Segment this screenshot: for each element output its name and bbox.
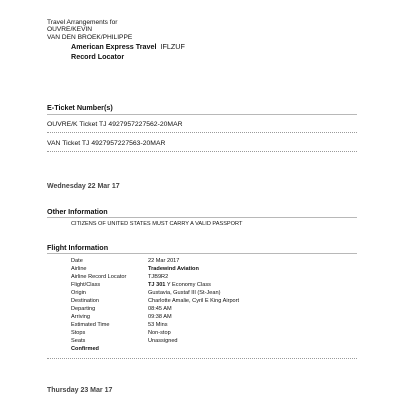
agency-name: American Express Travel: [71, 42, 157, 51]
detail-row-origin: [71, 289, 239, 297]
booking-status: Confirmed: [71, 346, 99, 352]
traveler-name: OUVRE/KEVIN: [47, 26, 93, 34]
record-locator-label: Record Locator: [71, 51, 125, 61]
detail-value: 22 Mar 2017: [148, 258, 180, 264]
detail-row-destination: [71, 297, 239, 305]
detail-label: Estimated Time: [71, 322, 110, 328]
flight-details-divider: [47, 358, 357, 359]
flight-info-divider: [47, 253, 357, 254]
detail-label: Airline Record Locator: [71, 274, 127, 280]
day-heading: Wednesday 22 Mar 17: [47, 183, 120, 190]
record-locator-code: IFLZUF: [160, 42, 185, 51]
detail-value: 08:45 AM: [148, 306, 172, 312]
ticket-line: VAN Ticket TJ 4927957227563-20MAR: [47, 140, 166, 147]
other-info-title: Other Information: [47, 207, 108, 216]
ticket-divider: [47, 151, 357, 152]
detail-value: 09:38 AM: [148, 314, 172, 320]
eticket-section-title: E-Ticket Number(s): [47, 103, 113, 112]
detail-label: Arriving: [71, 314, 90, 320]
detail-row-status: [71, 345, 239, 353]
detail-row-record-locator: [71, 273, 239, 281]
detail-value: Charlotte Amalie, Cyril E King Airport: [148, 298, 240, 304]
detail-row-date: [71, 257, 239, 265]
detail-label: Origin: [71, 290, 86, 296]
agency-block: [71, 42, 185, 61]
detail-label: Departing: [71, 306, 96, 312]
flight-details-table: [71, 257, 239, 353]
flight-info-title: Flight Information: [47, 243, 109, 252]
flight-number: TJ 301: [148, 282, 166, 288]
header-intro: Travel Arrangements for: [47, 19, 118, 26]
detail-label: Flight/Class: [71, 282, 101, 288]
detail-label: Seats: [71, 338, 86, 344]
detail-value: Non-stop: [148, 330, 171, 336]
detail-label: Date: [71, 258, 83, 264]
detail-label: Destination: [71, 298, 99, 304]
detail-value: [148, 281, 211, 289]
ticket-line: OUVRE/K Ticket TJ 4927957227562-20MAR: [47, 121, 183, 128]
detail-label: Airline: [71, 266, 87, 272]
eticket-divider: [47, 114, 357, 115]
detail-row-estimated-time: [71, 321, 239, 329]
detail-row-departing: [71, 305, 239, 313]
cabin-class: Y Economy Class: [166, 282, 211, 288]
passport-note: CITIZENS OF UNITED STATES MUST CARRY A VALID PASSPORT: [71, 221, 243, 227]
detail-value: Gustavia, Gustaf III (St-Jean): [148, 290, 221, 296]
detail-value: TJB9R2: [148, 274, 169, 280]
detail-row-seats: [71, 337, 239, 345]
detail-row-stops: [71, 329, 239, 337]
detail-value: 53 Mins: [148, 322, 168, 328]
detail-value: Tradewind Aviation: [148, 266, 199, 272]
detail-row-airline: [71, 265, 239, 273]
travel-arrangements-header: [47, 19, 132, 41]
detail-value: Unassigned: [148, 338, 178, 344]
day-heading: Thursday 23 Mar 17: [47, 387, 113, 394]
ticket-divider: [47, 132, 357, 133]
traveler-name: VAN DEN BROEK/PHILIPPE: [47, 33, 133, 41]
detail-label: Stops: [71, 330, 86, 336]
detail-row-flight-class: [71, 281, 239, 289]
other-info-divider: [47, 217, 357, 218]
detail-row-arriving: [71, 313, 239, 321]
